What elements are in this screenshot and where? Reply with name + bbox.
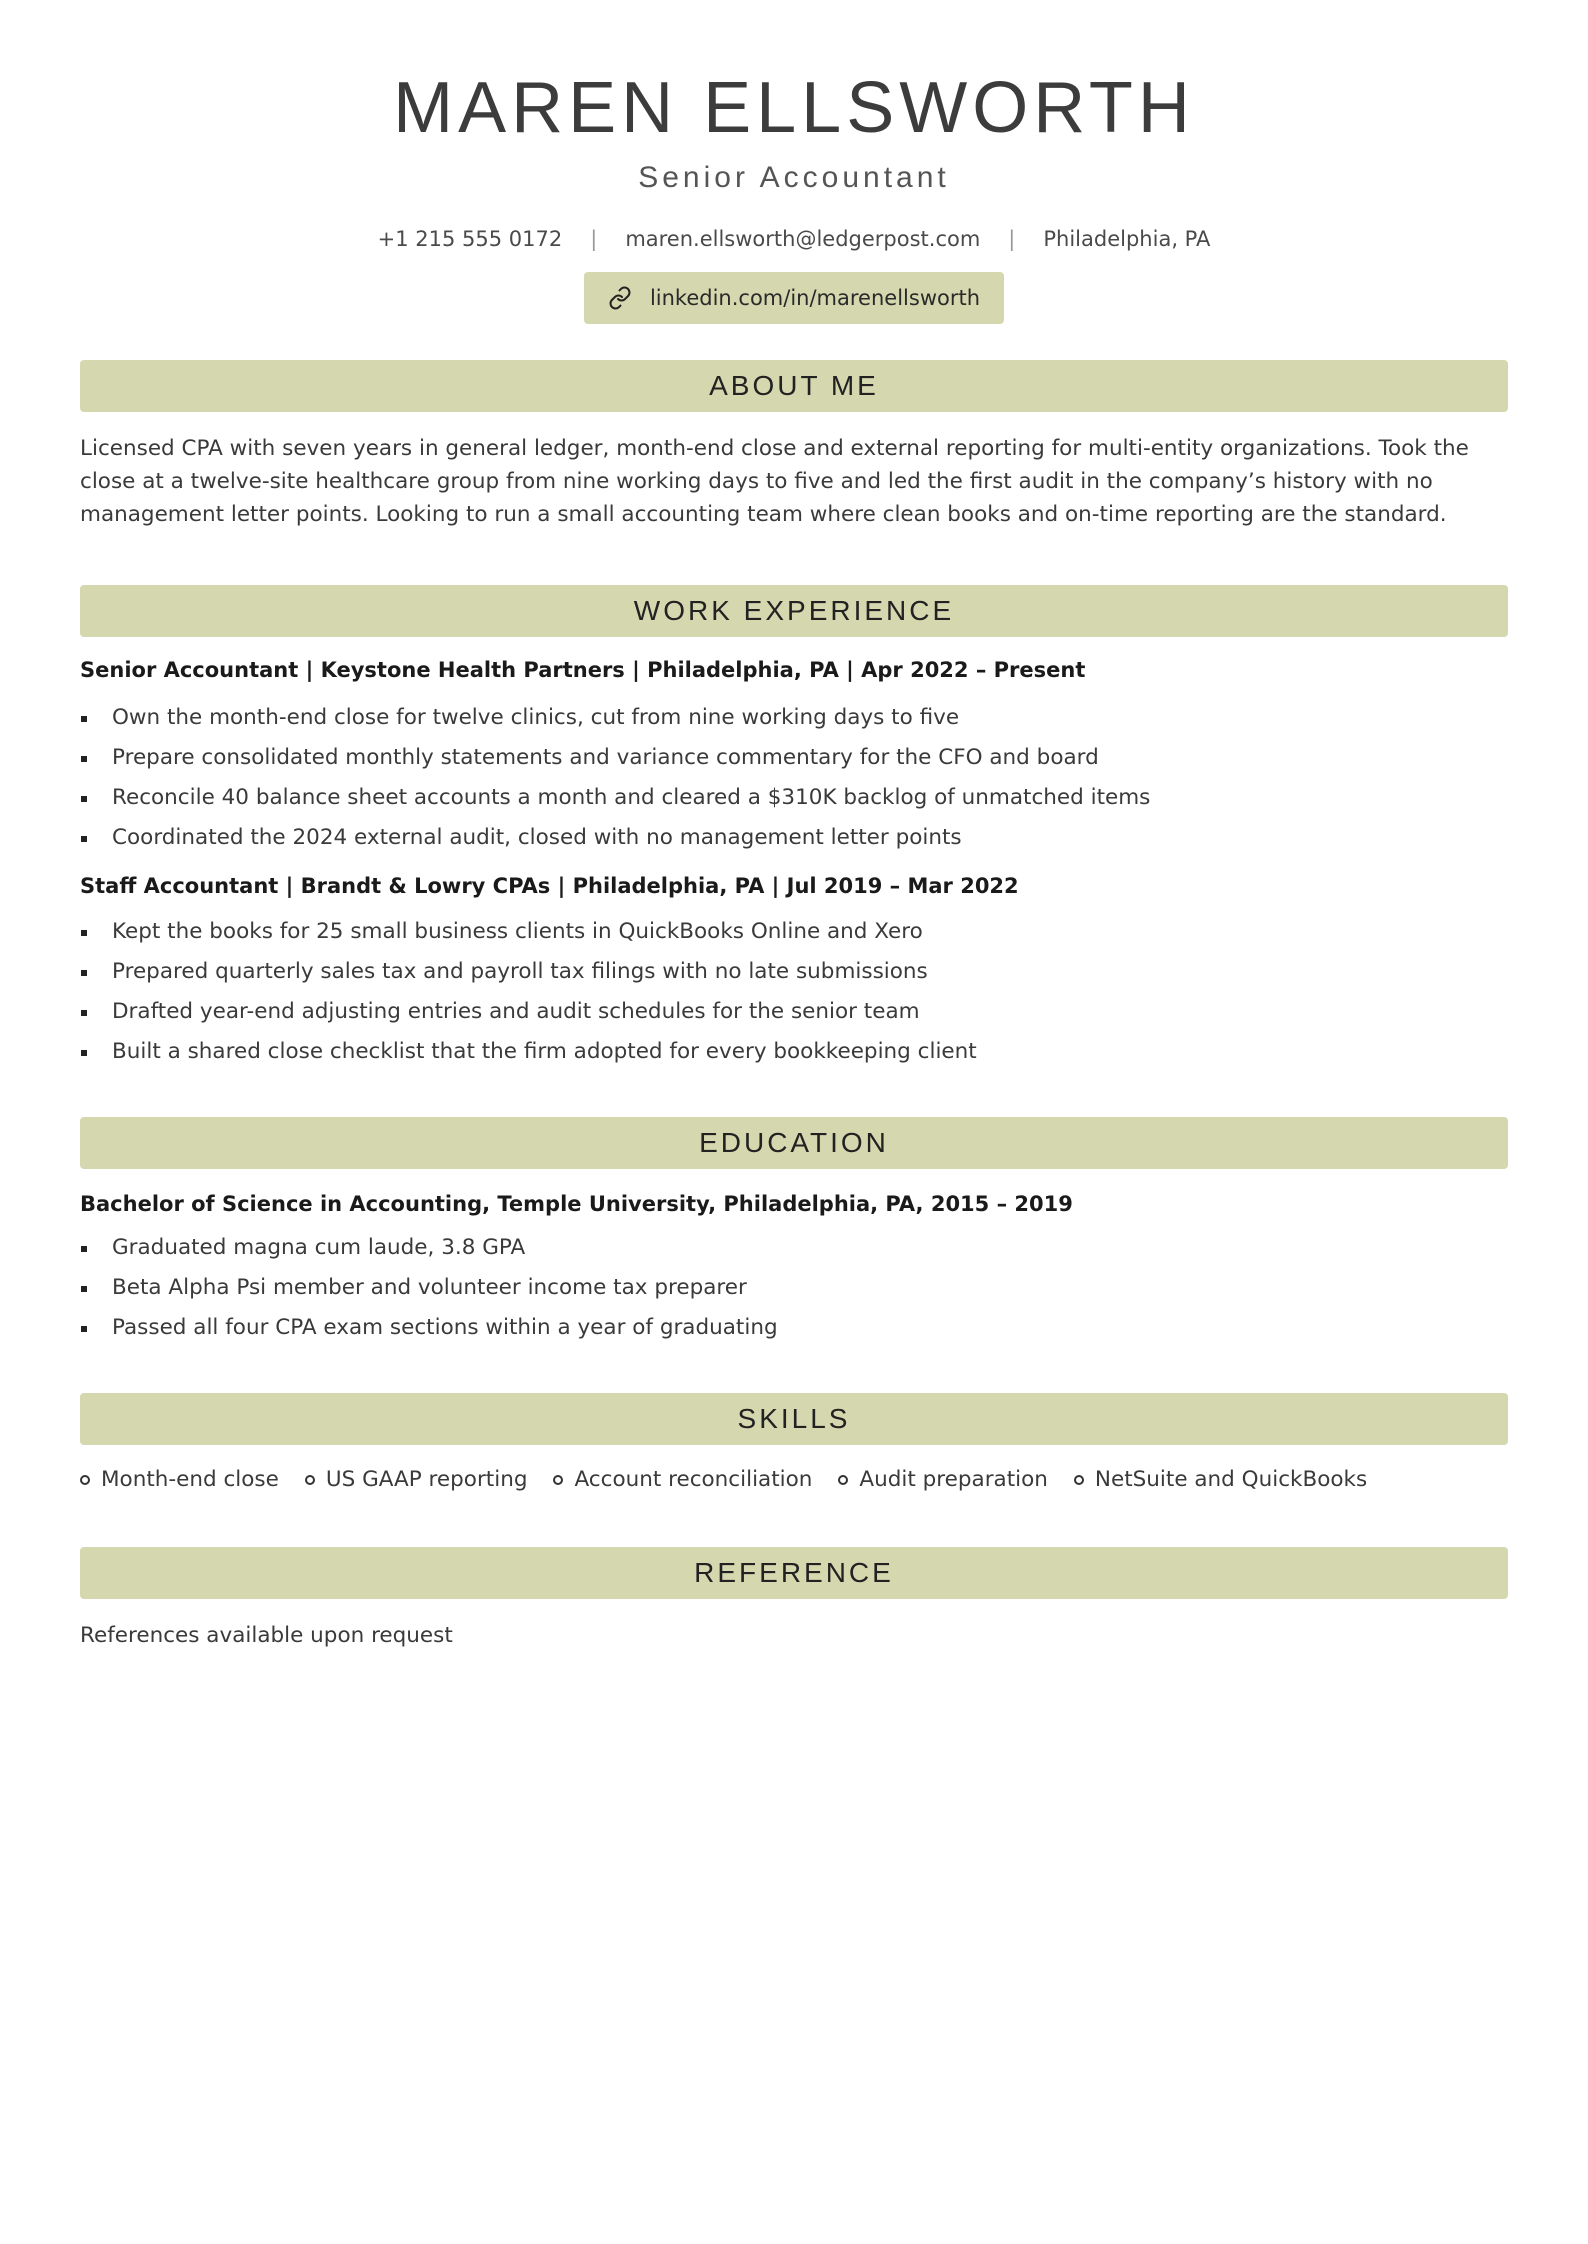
list-item: Graduated magna cum laude, 3.8 GPA — [80, 1233, 1508, 1263]
degree-heading: Bachelor of Science in Accounting, Temple University, Philadelphia, PA, 2015 – 2019 — [80, 1192, 1073, 1216]
contact-separator: | — [1008, 227, 1016, 251]
location: Philadelphia, PA — [1043, 227, 1211, 251]
experience-heading: WORK EXPERIENCE — [80, 585, 1508, 637]
skill-item — [838, 1465, 1047, 1495]
list-item: Prepared quarterly sales tax and payroll tax filings with no late submissions — [80, 957, 1508, 987]
list-item: Beta Alpha Psi member and volunteer income tax preparer — [80, 1273, 1508, 1303]
candidate-title: Senior Accountant — [638, 161, 950, 194]
circle-bullet-icon — [1074, 1475, 1084, 1485]
list-item: Built a shared close checklist that the firm adopted for every bookkeeping client — [80, 1037, 1508, 1067]
skill-label: Month-end close — [101, 1467, 279, 1492]
skill-item — [305, 1465, 528, 1495]
contact-row — [80, 224, 1508, 254]
circle-bullet-icon — [305, 1475, 315, 1485]
skills-list — [80, 1465, 1508, 1495]
reference-text: References available upon request — [80, 1623, 453, 1648]
education-heading: EDUCATION — [80, 1117, 1508, 1169]
skill-item — [553, 1465, 812, 1495]
education-bullets — [80, 1233, 1508, 1343]
phone-number: +1 215 555 0172 — [377, 227, 563, 251]
candidate-name: MAREN ELLSWORTH — [393, 68, 1195, 148]
skill-item — [1074, 1465, 1367, 1495]
list-item: Reconcile 40 balance sheet accounts a month and cleared a $310K backlog of unmatched items — [80, 783, 1508, 813]
about-text: Licensed CPA with seven years in general ledger, month-end close and external reporting for multi-entity organizations. Took the close at a twelve-site healthcare group from nine working days to five and led the first audit in the company’s history with no management letter points. Looking to run a small accounting team where clean books and on-time reporting are the standard. — [80, 436, 1469, 527]
list-item: Kept the books for 25 small business clients in QuickBooks Online and Xero — [80, 917, 1508, 947]
list-item: Prepare consolidated monthly statements and variance commentary for the CFO and board — [80, 743, 1508, 773]
circle-bullet-icon — [838, 1475, 848, 1485]
list-item: Coordinated the 2024 external audit, closed with no management letter points — [80, 823, 1508, 853]
circle-bullet-icon — [553, 1475, 563, 1485]
skill-label: US GAAP reporting — [325, 1467, 528, 1492]
contact-separator: | — [590, 227, 598, 251]
list-item: Drafted year-end adjusting entries and audit schedules for the senior team — [80, 997, 1508, 1027]
circle-bullet-icon — [80, 1475, 90, 1485]
skill-label: Account reconciliation — [574, 1467, 813, 1492]
link-icon — [608, 286, 632, 310]
resume-header — [80, 0, 1508, 324]
email-address[interactable]: maren.ellsworth@ledgerpost.com — [625, 227, 981, 251]
job-heading: Senior Accountant | Keystone Health Partners | Philadelphia, PA | Apr 2022 – Present — [80, 658, 1086, 682]
about-heading: ABOUT ME — [80, 360, 1508, 412]
linkedin-url[interactable]: linkedin.com/in/marenellsworth — [649, 286, 981, 310]
job-bullets — [80, 703, 1508, 853]
skill-item — [80, 1465, 279, 1495]
list-item: Passed all four CPA exam sections within a year of graduating — [80, 1313, 1508, 1343]
skill-label: NetSuite and QuickBooks — [1094, 1467, 1368, 1492]
list-item: Own the month-end close for twelve clinics, cut from nine working days to five — [80, 703, 1508, 733]
linkedin-link[interactable] — [584, 272, 1004, 324]
reference-heading: REFERENCE — [80, 1547, 1508, 1599]
skills-heading: SKILLS — [80, 1393, 1508, 1445]
job-heading: Staff Accountant | Brandt & Lowry CPAs | Philadelphia, PA | Jul 2019 – Mar 2022 — [80, 874, 1019, 898]
job-bullets — [80, 917, 1508, 1067]
skill-label: Audit preparation — [859, 1467, 1048, 1492]
